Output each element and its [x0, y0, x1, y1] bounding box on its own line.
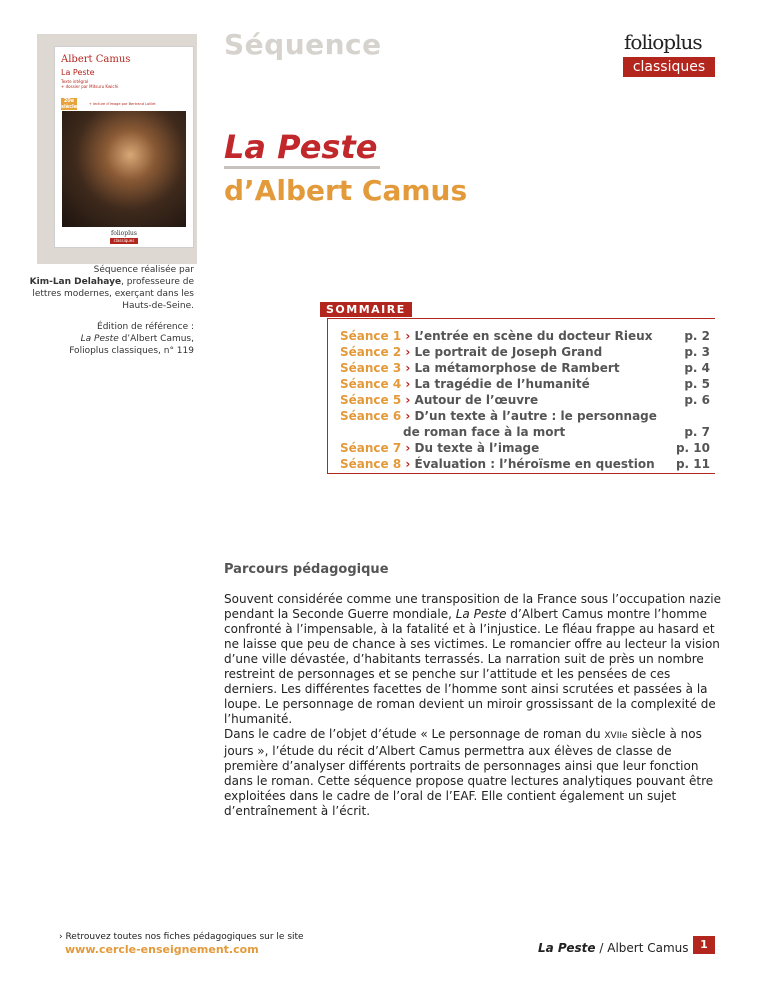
- parcours-body: [224, 592, 724, 819]
- seance-page: p. 11: [675, 457, 710, 471]
- seance-number: Séance 2: [340, 345, 402, 359]
- cover-subtitle: [61, 79, 121, 89]
- parcours-paragraph-1: [224, 592, 724, 727]
- classiques-logo: classiques: [623, 57, 715, 77]
- cover-author: Albert Camus: [61, 54, 131, 65]
- cover-lecture-line: + lecture d’image par Bertrand Laillet: [89, 102, 156, 106]
- seance-number: Séance 6: [340, 409, 402, 423]
- parcours-text: d’Albert Camus montre l’homme confronté à l’impensable, à la fatalité et à l’injustice. Le fléau frappe au hasard et ne laisse que peu de chance à ses victimes. Le romancier offre au lecteur la vision d’une ville dévastée, d’habitants terrassés. La narration suit de près un nombre restreint de personnages et se penche sur l’attitude et les pensées de ces derniers. Les différentes facettes de l’homme sont ainsi scrutées et passées à la loupe. Le personnage de roman devient un miroir grossissant de la complexité de l’humanité.: [224, 607, 720, 726]
- book-cover: [54, 46, 194, 248]
- edition-line1: Édition de référence :: [97, 322, 194, 332]
- cover-title: La Peste: [61, 68, 95, 77]
- chevron-right-icon: ›: [405, 345, 411, 359]
- sommaire-item: [340, 408, 712, 440]
- seance-title: Du texte à l’image: [414, 441, 540, 455]
- seance-title-line2: de roman face à la mort: [403, 425, 566, 439]
- chevron-right-icon: ›: [405, 457, 411, 471]
- seance-number: Séance 8: [340, 457, 402, 471]
- credit-line2: , professeure de lettres modernes, exerçant dans les Hauts-de-Seine.: [32, 277, 194, 311]
- sommaire-label: SOMMAIRE: [320, 302, 412, 317]
- sequence-label: Séquence: [224, 28, 382, 61]
- sommaire-item: [340, 360, 712, 376]
- seance-page: p. 3: [684, 345, 710, 359]
- cover-painting: [62, 111, 186, 227]
- seance-title: Évaluation : l’héroïsme en question: [414, 457, 655, 471]
- seance-page: p. 6: [684, 393, 710, 407]
- footer-book-author: / Albert Camus: [595, 941, 689, 955]
- seance-number: Séance 3: [340, 361, 402, 375]
- chevron-right-icon: ›: [405, 329, 411, 343]
- cover-logo-folioplus: folioplus: [111, 230, 137, 237]
- seance-number: Séance 1: [340, 329, 402, 343]
- footer-website-link[interactable]: www.cercle-enseignement.com: [65, 943, 259, 956]
- seance-title: La métamorphose de Rambert: [414, 361, 620, 375]
- footer-book-reference: [538, 941, 689, 955]
- footer-note: › Retrouvez toutes nos fiches pédagogiques sur le site: [59, 932, 304, 942]
- credit-line1: Séquence réalisée par: [93, 265, 194, 275]
- page-subtitle: d’Albert Camus: [224, 174, 468, 207]
- parcours-text: Dans le cadre de l’objet d’étude « Le personnage de roman du: [224, 727, 605, 741]
- chevron-right-icon: ›: [405, 361, 411, 375]
- cover-subtitle-line2: + dossier par Mitsuru Kwichi: [61, 84, 119, 89]
- parcours-text: Souvent considérée comme une transposition de la France sous l’occupation nazie pendant la Seconde Guerre mondiale,: [224, 592, 722, 621]
- parcours-century: XVIIe: [604, 731, 628, 741]
- author-credit: [20, 264, 194, 312]
- sommaire-item: [340, 392, 712, 408]
- sommaire-item: [340, 440, 712, 456]
- seance-number: Séance 4: [340, 377, 402, 391]
- parcours-text: siècle à nos jours », l’étude du récit d’Albert Camus permettra aux élèves de classe de première d’analyser différents portraits de personnages ainsi que leur fonction dans le roman. Cette séquence propose quatre lectures analytiques pouvant être exploitées dans le cadre de l’oral de l’EAF. Elle contient également un sujet d’entraînement à l’écrit.: [224, 727, 714, 818]
- footer-book-title: La Peste: [538, 941, 596, 955]
- page-number: 1: [693, 936, 715, 954]
- cover-century-badge: 20e siècle: [61, 98, 78, 110]
- cover-subtitle-line1: Texte intégral: [61, 79, 89, 84]
- seance-page: p. 5: [684, 377, 710, 391]
- reference-edition: [20, 321, 194, 357]
- sommaire-item: [340, 456, 712, 472]
- cover-logo-classiques: classiques: [110, 238, 138, 244]
- page-title: La Peste: [224, 128, 378, 166]
- chevron-right-icon: ›: [405, 377, 411, 391]
- parcours-heading: Parcours pédagogique: [224, 562, 389, 577]
- chevron-right-icon: ›: [405, 409, 411, 423]
- seance-title: Le portrait de Joseph Grand: [414, 345, 603, 359]
- seance-title: D’un texte à l’autre : le personnage: [414, 409, 657, 423]
- edition-line2: d’Albert Camus,: [118, 334, 194, 344]
- parcours-paragraph-2: [224, 727, 724, 819]
- sommaire-box: [327, 318, 715, 474]
- edition-book: La Peste: [80, 334, 119, 344]
- seance-page: p. 7: [684, 425, 710, 439]
- sommaire-item: [340, 328, 712, 344]
- credit-name: Kim-Lan Delahaye: [29, 277, 122, 287]
- seance-title: L’entrée en scène du docteur Rieux: [414, 329, 653, 343]
- parcours-book-title: La Peste: [455, 607, 507, 621]
- seance-number: Séance 5: [340, 393, 402, 407]
- seance-page: p. 2: [684, 329, 710, 343]
- title-underline: [224, 166, 380, 169]
- chevron-right-icon: ›: [405, 393, 411, 407]
- seance-number: Séance 7: [340, 441, 402, 455]
- seance-title: Autour de l’œuvre: [414, 393, 539, 407]
- seance-title: La tragédie de l’humanité: [414, 377, 590, 391]
- folioplus-logo: folioplus: [624, 30, 702, 54]
- sommaire-item: [340, 344, 712, 360]
- sommaire-item: [340, 376, 712, 392]
- edition-line3: Folioplus classiques, n° 119: [69, 346, 194, 356]
- seance-page: p. 10: [675, 441, 710, 455]
- chevron-right-icon: ›: [405, 441, 411, 455]
- seance-page: p. 4: [684, 361, 710, 375]
